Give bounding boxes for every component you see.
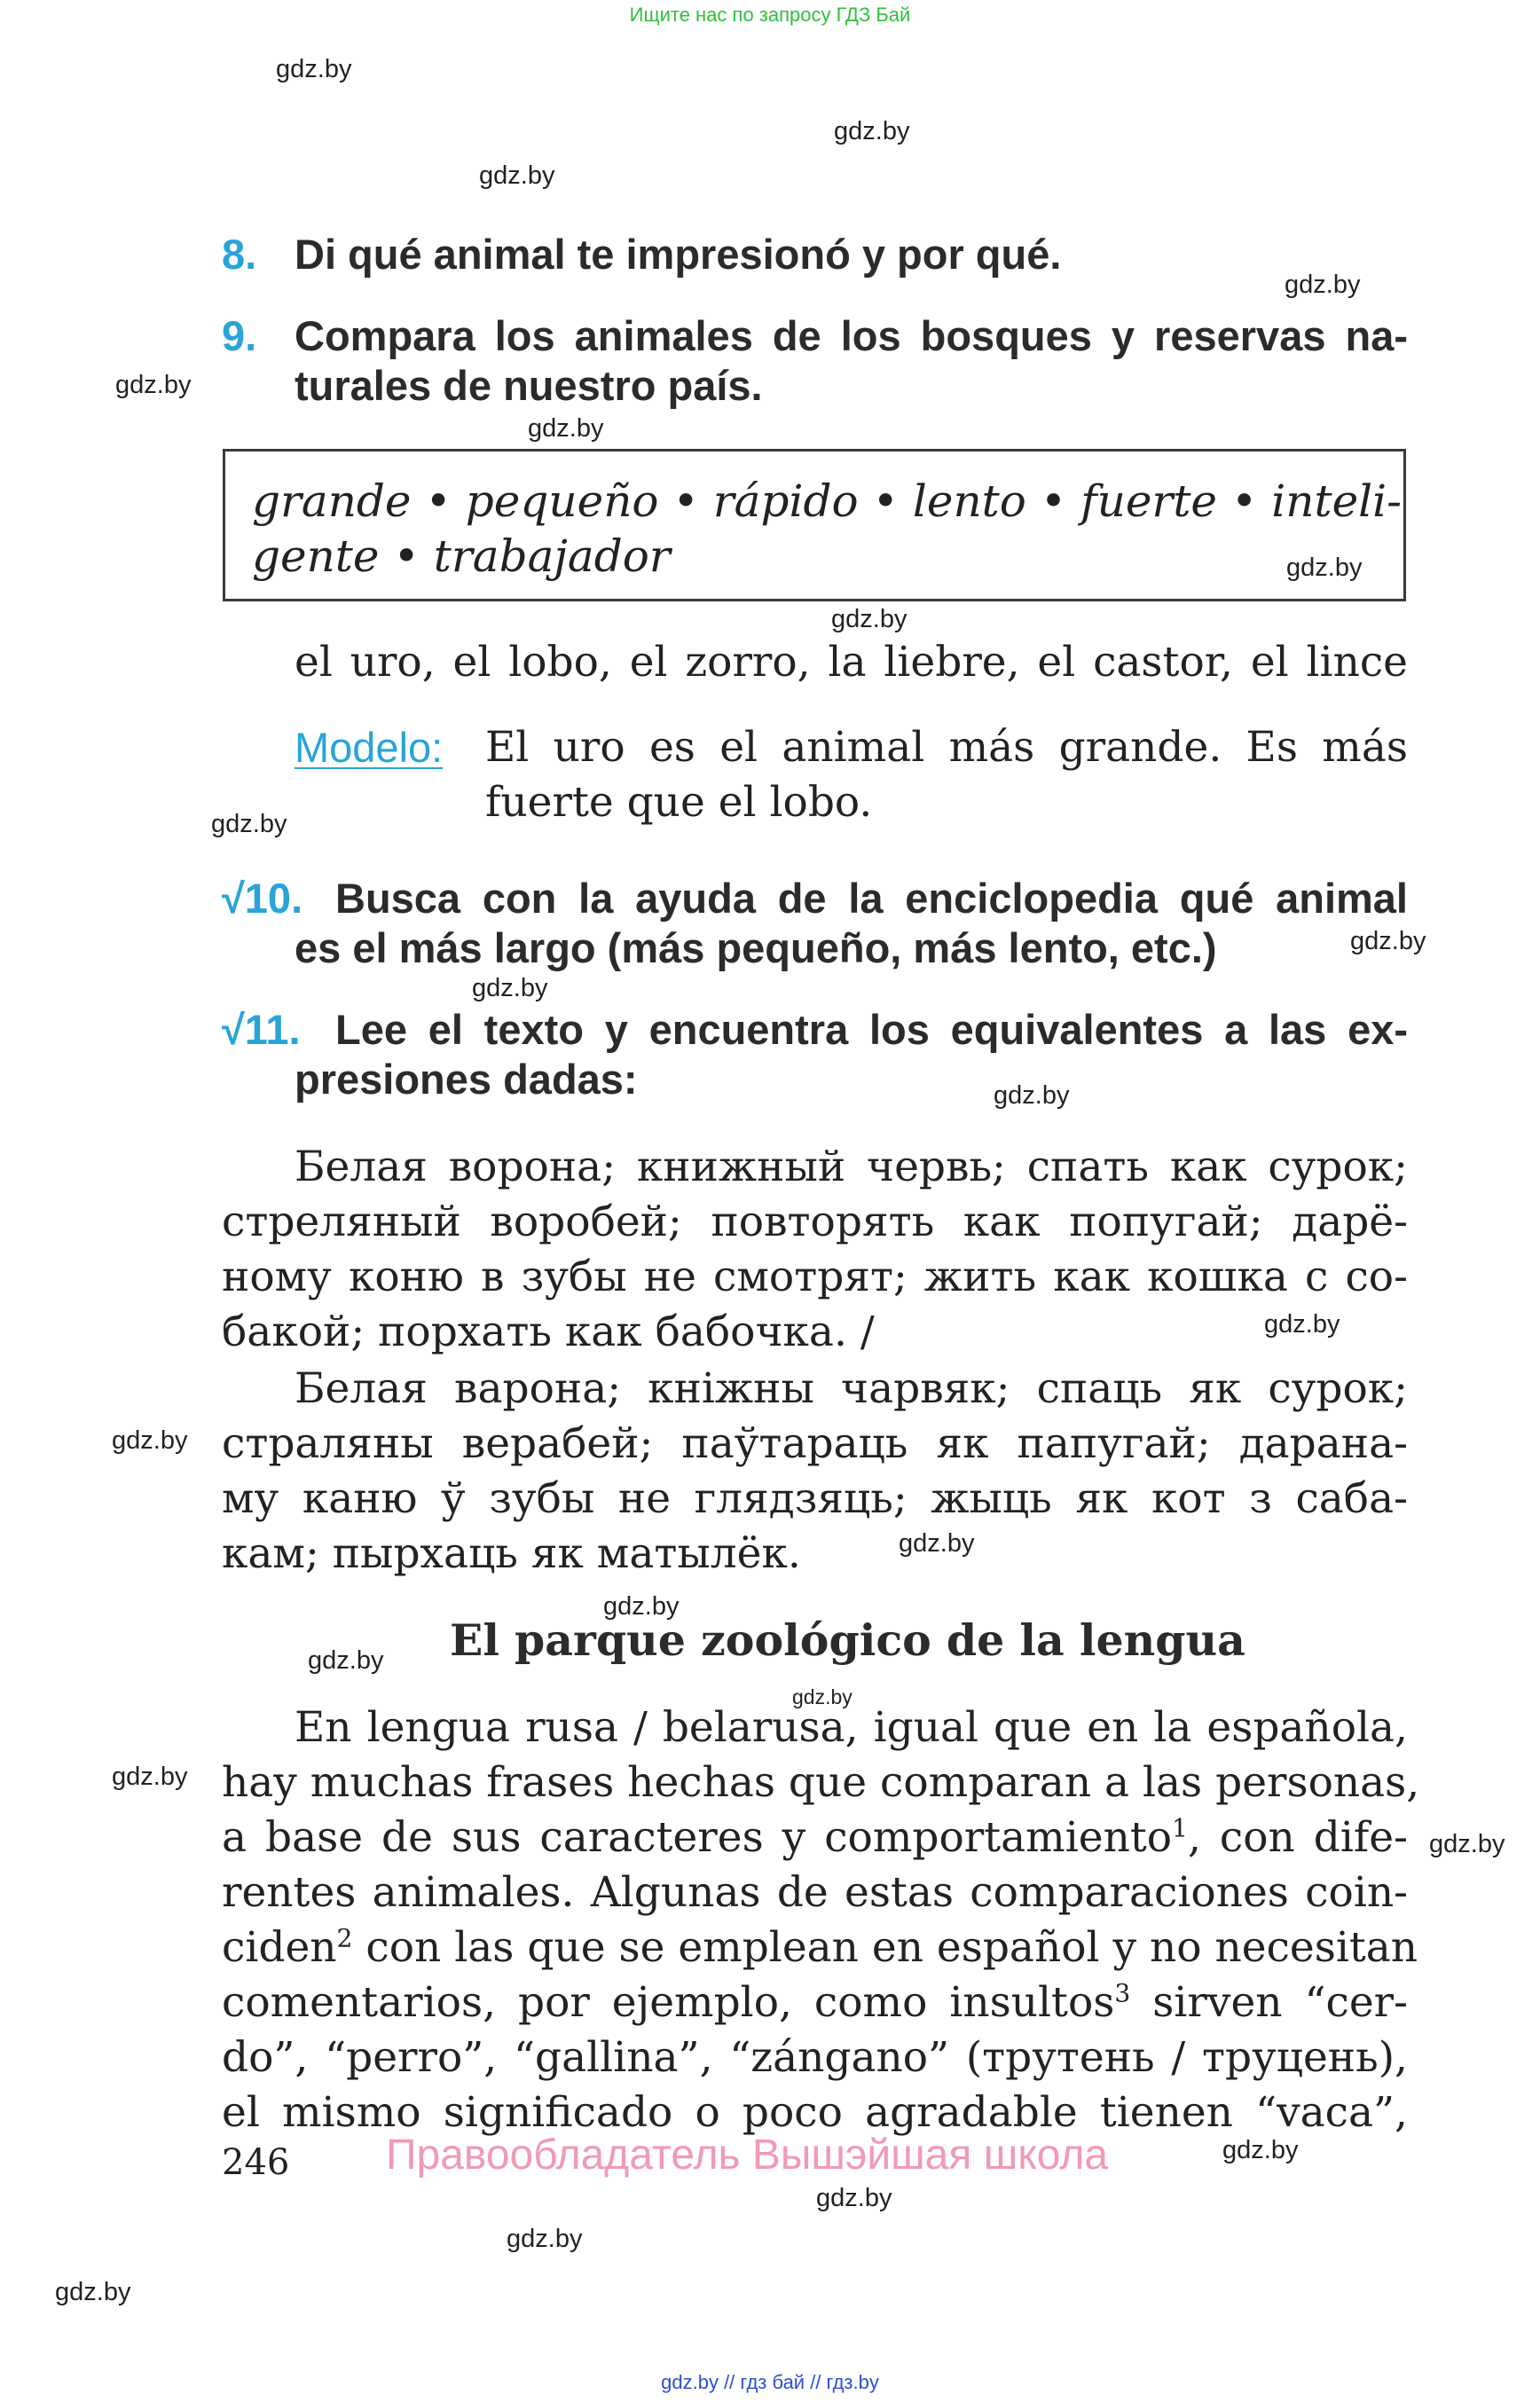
body-text: con las que se emplean en español y no necesitan <box>352 1923 1418 1972</box>
task-text: turales de nuestro país. <box>295 362 763 409</box>
task-text: Lee el texto y encuentra los equivalentes a las ex- <box>335 1006 1408 1053</box>
body-line: hay muchas frases hechas que comparan a las personas, <box>222 1758 1420 1807</box>
task-10 <box>222 874 302 923</box>
russian-line: бакой; порхать как бабочка. / <box>222 1308 875 1356</box>
watermark: gdz.by <box>994 1081 1070 1110</box>
belarusian-line: му каню ў зубы не глядзяць; жыць як кот з саба- <box>222 1474 1408 1523</box>
watermark: gdz.by <box>1222 2136 1299 2164</box>
model-text: El uro es el animal más grande. Es más <box>485 723 1408 772</box>
watermark: gdz.by <box>603 1592 680 1621</box>
task-text: Compara los animales de los bosques y reservas na- <box>295 312 1408 359</box>
model-label <box>295 720 443 776</box>
task-number: √11. <box>222 1006 301 1053</box>
model-text: fuerte que el lobo. <box>485 778 873 827</box>
body-text: ciden <box>222 1923 337 1972</box>
section-title: El parque zoológico de la lengua <box>450 1614 1245 1666</box>
watermark: gdz.by <box>507 2225 583 2253</box>
task-9 <box>222 311 256 361</box>
footnote-ref: 3 <box>1114 1978 1131 2008</box>
body-text: sirven “cer- <box>1130 1978 1409 2027</box>
watermark: gdz.by <box>112 1426 188 1455</box>
body-text: , con dife- <box>1187 1813 1409 1862</box>
belarusian-line: кам; пырхаць як матылёк. <box>222 1529 801 1578</box>
page-number: 246 <box>222 2142 290 2183</box>
watermark: gdz.by <box>211 810 287 838</box>
task-number: 9. <box>222 312 257 359</box>
watermark: gdz.by <box>308 1646 384 1675</box>
body-line: rentes animales. Algunas de estas comparaciones coin- <box>222 1868 1408 1917</box>
task-text: presiones dadas: <box>295 1056 638 1103</box>
task-text: Busca con la ayuda de la enciclopedia qué animal <box>335 875 1408 922</box>
belarusian-line: страляны верабей; паўтараць як папугай; дарана- <box>222 1419 1408 1468</box>
copyright-notice: Правообладатель Вышэйшая школа <box>386 2132 1109 2179</box>
watermark: gdz.by <box>1429 1830 1505 1858</box>
task-number: 8. <box>222 231 257 278</box>
watermark: gdz.by <box>479 161 555 190</box>
watermark: gdz.by <box>472 974 548 1002</box>
russian-line: ному коню в зубы не смотрят; жить как кошка с со- <box>222 1253 1408 1301</box>
footnote-ref: 2 <box>336 1923 353 1953</box>
model-label-text: Modelo: <box>295 724 444 771</box>
body-line: el mismo significado o poco agradable tienen “vaca”, <box>222 2088 1408 2137</box>
top-banner[interactable]: Ищите нас по запросу ГДЗ Бай <box>629 4 911 26</box>
watermark: gdz.by <box>55 2278 131 2306</box>
watermark: gdz.by <box>528 414 604 443</box>
watermark: gdz.by <box>112 1763 188 1791</box>
animals-list: el uro, el lobo, el zorro, la liebre, el castor, el lince <box>295 638 1408 687</box>
task-text: Di qué animal te impresionó y por qué. <box>295 231 1062 278</box>
watermark: gdz.by <box>1286 554 1363 582</box>
watermark: gdz.by <box>1264 1310 1340 1339</box>
bottom-banner[interactable]: gdz.by // гдз бай // гдз.by <box>661 2371 879 2393</box>
watermark: gdz.by <box>1285 271 1361 299</box>
russian-line: Белая ворона; книжный червь; спать как сурок; <box>295 1143 1408 1191</box>
watermark: gdz.by <box>276 55 352 83</box>
vocabulary-line: gente • trabajador <box>252 530 671 582</box>
body-line <box>222 1975 1408 2030</box>
task-11 <box>222 1005 301 1055</box>
footnote-ref: 1 <box>1172 1813 1188 1843</box>
body-line: En lengua rusa / belarusa, igual que en la española, <box>295 1703 1408 1752</box>
watermark: gdz.by <box>115 371 192 399</box>
watermark: gdz.by <box>899 1529 975 1558</box>
task-text: es el más largo (más pequeño, más lento, etc.) <box>295 924 1217 971</box>
watermark: gdz.by <box>816 2184 892 2212</box>
watermark: gdz.by <box>834 117 910 145</box>
watermark: gdz.by <box>831 605 908 633</box>
body-text: a base de sus caracteres y comportamiento <box>222 1813 1173 1862</box>
body-line: do”, “perro”, “gallina”, “zángano” (трутень / труцень), <box>222 2033 1408 2082</box>
watermark: gdz.by <box>1350 927 1426 955</box>
body-text: comentarios, por ejemplo, como insultos <box>222 1978 1115 2027</box>
russian-line: стреляный воробей; повторять как попугай; дарё- <box>222 1198 1408 1246</box>
body-line <box>222 1810 1408 1865</box>
task-8 <box>222 230 1062 279</box>
belarusian-line: Белая варона; кніжны чарвяк; спаць як сурок; <box>295 1364 1408 1413</box>
task-number: √10. <box>222 875 303 922</box>
watermark: gdz.by <box>792 1685 852 1708</box>
body-line <box>222 1920 1418 1975</box>
vocabulary-line: grande • pequeño • rápido • lento • fuerte • inteli- <box>252 475 1402 527</box>
